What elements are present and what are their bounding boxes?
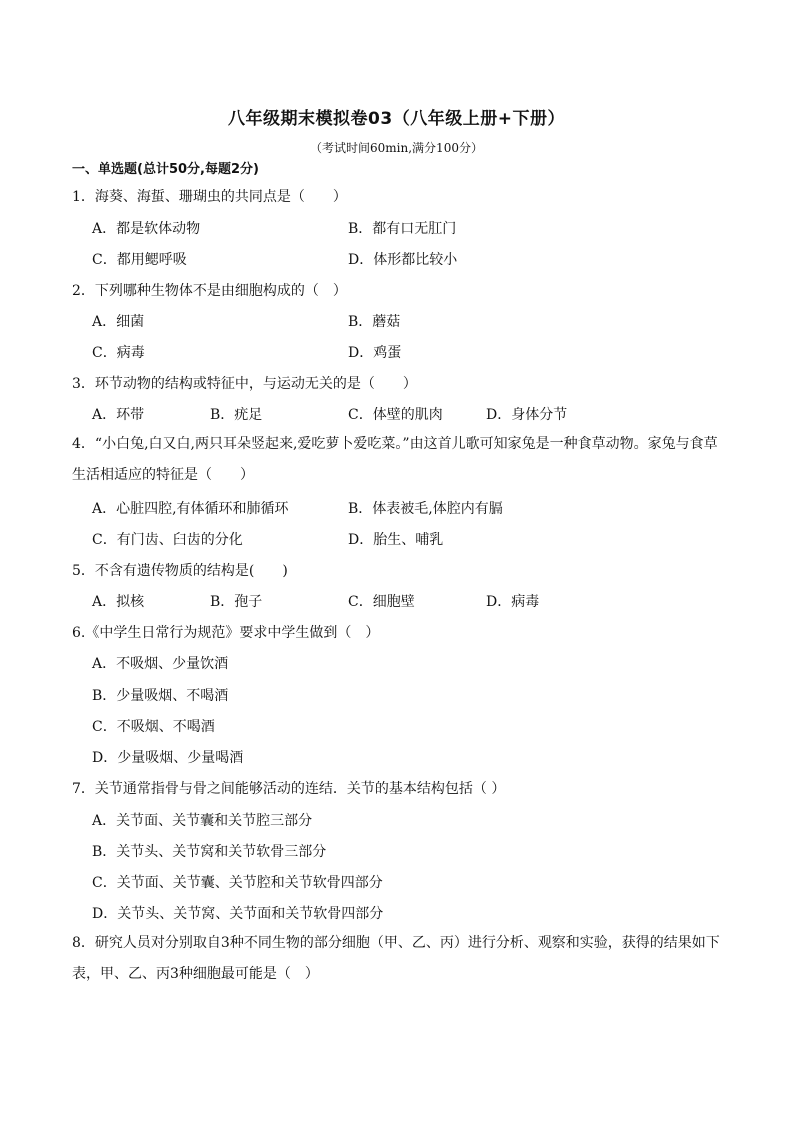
- question-5-option-a: A．拟核: [92, 594, 145, 610]
- exam-subtitle: （考试时间60min,满分100分）: [310, 141, 483, 155]
- question-2-option-c: C．病毒: [92, 345, 145, 361]
- question-5-stem: 5．不含有遗传物质的结构是( ): [72, 563, 288, 579]
- question-4-option-c: C．有门齿、臼齿的分化: [92, 532, 243, 548]
- question-4-stem: 4．“小白兔,白又白,两只耳朵竖起来,爱吃萝卜爱吃菜。”由这首儿歌可知家兔是一种食草动物。家兔与食草生活相适应的特征是（ ）: [72, 436, 718, 483]
- question-7-option-b: B．关节头、关节窝和关节软骨三部分: [92, 844, 327, 860]
- question-1-option-a: A．都是软体动物: [92, 221, 201, 237]
- question-7-stem: 7．关节通常指骨与骨之间能够活动的连结．关节的基本结构包括（ ）: [72, 781, 506, 797]
- question-4-option-d: D．胎生、哺乳: [348, 532, 444, 548]
- question-2-option-b: B．蘑菇: [348, 314, 401, 330]
- question-2-option-d: D．鸡蛋: [348, 345, 402, 361]
- question-8-stem: 8．研究人员对分别取自3种不同生物的部分细胞（甲、乙、丙）进行分析、观察和实验，获得的结果如下表，甲、乙、丙3种细胞最可能是（ ）: [72, 935, 720, 982]
- question-3-option-b: B．疣足: [210, 407, 263, 423]
- question-6-option-b: B．少量吸烟、不喝酒: [92, 688, 229, 704]
- question-5-option-c: C．细胞壁: [348, 594, 415, 610]
- question-1-stem: 1．海葵、海蜇、珊瑚虫的共同点是（ ）: [72, 189, 347, 205]
- question-6-option-a: A．不吸烟、少量饮酒: [92, 656, 229, 672]
- question-5-option-b: B．孢子: [210, 594, 263, 610]
- question-4-option-a: A．心脏四腔,有体循环和肺循环: [92, 501, 289, 517]
- question-5-option-d: D．病毒: [486, 594, 540, 610]
- question-3-stem: 3．环节动物的结构或特征中，与运动无关的是（ ）: [72, 376, 417, 392]
- question-1-option-c: C．都用鳃呼吸: [92, 252, 187, 268]
- question-7-option-c: C．关节面、关节囊、关节腔和关节软骨四部分: [92, 875, 383, 891]
- question-7-option-a: A．关节面、关节囊和关节腔三部分: [92, 813, 313, 829]
- question-1-option-b: B．都有口无肛门: [348, 221, 457, 237]
- question-3-option-c: C．体壁的肌肉: [348, 407, 443, 423]
- exam-title: 八年级期末模拟卷03（八年级上册+下册）: [228, 109, 565, 129]
- question-7-option-d: D．关节头、关节窝、关节面和关节软骨四部分: [92, 906, 384, 922]
- question-6-option-c: C．不吸烟、不喝酒: [92, 719, 215, 735]
- question-2-stem: 2．下列哪种生物体不是由细胞构成的（ ）: [72, 283, 347, 299]
- question-4-option-b: B．体表被毛,体腔内有膈: [348, 501, 503, 517]
- question-3-option-a: A．环带: [92, 407, 145, 423]
- question-2-option-a: A．细菌: [92, 314, 145, 330]
- section-heading: 一、单选题(总计50分,每题2分): [72, 162, 259, 177]
- question-6-option-d: D．少量吸烟、少量喝酒: [92, 750, 244, 766]
- question-6-stem: 6.《中学生日常行为规范》要求中学生做到（ ）: [72, 625, 380, 641]
- question-1-option-d: D．体形都比较小: [348, 252, 458, 268]
- question-3-option-d: D．身体分节: [486, 407, 568, 423]
